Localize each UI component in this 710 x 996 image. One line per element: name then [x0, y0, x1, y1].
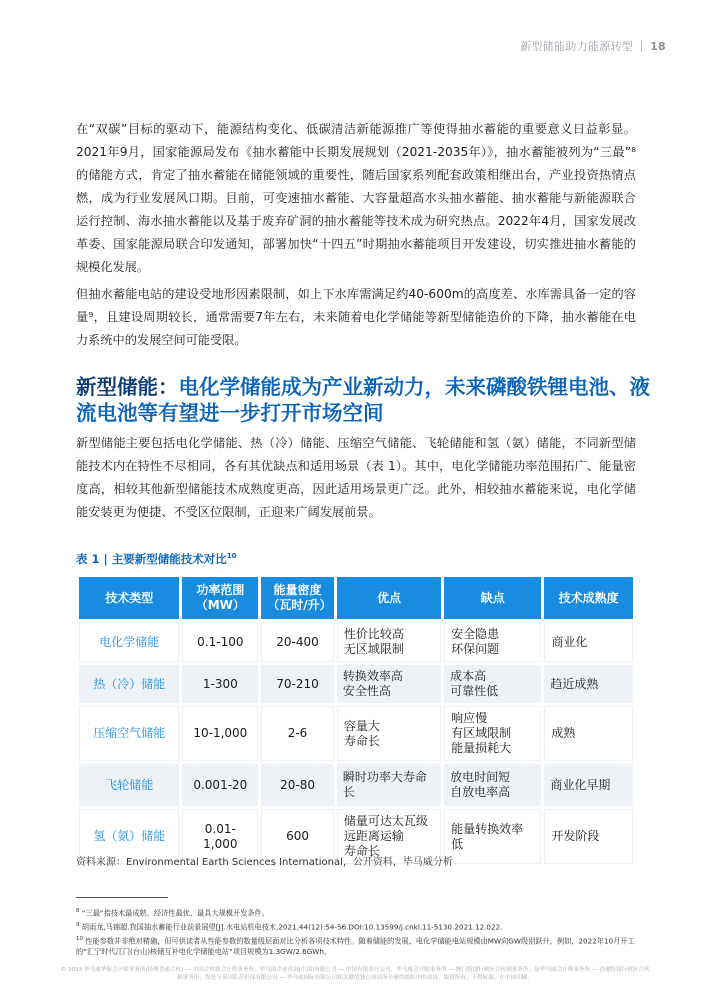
cell-pros	[337, 764, 441, 806]
storage-comparison-table	[76, 574, 636, 867]
cell-maturity: 成熟	[544, 706, 633, 761]
section-heading	[76, 374, 656, 426]
table-title	[76, 551, 236, 567]
cell-pros	[337, 706, 441, 761]
paragraph-pumped-storage-policy: 在“双碳”目标的驱动下，能源结构变化、低碳清洁新能源推广等使得抽水蓄能的重要意义日益彰显。2021年9月，国家能源局发布《抽水蓄能中长期发展规划（2021-2035年）》，抽水蓄能被列为“三最”⁸的储能方式，肯定了抽水蓄能在储能领域的重要性，随后国家系列配套政策相继出台，产业投资热情点燃，成为行业发展风口期。目前，可变速抽水蓄能、大容量超高水头抽水蓄能、抽水蓄能与新能源联合运行控制、海水抽水蓄能以及基于废弃矿洞的抽水蓄能等技术成为研究热点。2022年4月，国家发展改革委、国家能源局联合印发通知，部署加快“十四五”时期抽水蓄能项目开发建设，切实推进抽水蓄能的规模化发展。	[76, 122, 636, 274]
cell-line: 寿命长	[343, 733, 380, 748]
paragraph-pumped-storage-limits: 但抽水蓄能电站的建设受地形因素限制，如上下水库需满足约40-600m的高度差、水库需具备一定的容量⁹，且建设周期较长，通常需要7年左右，未来随着电化学储能等新型储能造价的下降，抽水蓄能在电力系统中的发展空间可能受限。	[76, 287, 636, 347]
footnote-text: “三最”指技术最成熟、经济性最优、最具大规模开发条件。	[81, 908, 269, 918]
cell-line: 能量损耗大	[451, 741, 512, 755]
cell-cons	[444, 706, 541, 761]
footnote-text: 性能参数并非绝对精确，但可供读者从性能参数的数量级层面对比分析各项技术特性。随着储能的发展，电化学储能电站规模由MW向GW级别跃升，例如，2022年10月开工的“汇宁时代江门(台山)核储互补电化学储能电站”项目规模为1.3GW/2.6GWh。	[76, 936, 635, 956]
col-header-maturity	[544, 577, 633, 619]
footnote	[76, 920, 636, 933]
cell-line: 转换效率高	[342, 669, 403, 683]
footnote	[76, 906, 636, 919]
table-row	[79, 764, 633, 806]
cell-density: 20-80	[261, 764, 334, 806]
col-header-line: 功率范围	[196, 583, 245, 597]
cell-line: 放电时间短	[450, 770, 511, 784]
cell-type: 氢（氨）储能	[79, 809, 179, 864]
col-header-line: （MW）	[195, 598, 245, 612]
col-header-type	[79, 577, 179, 619]
cell-cons	[444, 665, 541, 703]
cell-cons	[444, 764, 541, 806]
page-header	[520, 38, 666, 54]
cell-line: 寿命长	[343, 844, 380, 858]
col-header-line: 缺点	[480, 590, 505, 605]
footnote-number: 10	[76, 935, 83, 942]
cell-power: 1-300	[182, 665, 258, 703]
cell-line: 能量转换效率低	[451, 821, 524, 851]
cell-line: 可靠性低	[450, 684, 499, 698]
table-title-text: 表 1 | 主要新型储能技术对比	[76, 552, 227, 566]
col-header-pros	[337, 577, 441, 619]
cell-maturity: 开发阶段	[544, 809, 633, 864]
cell-power: 10-1,000	[182, 706, 258, 761]
cell-maturity: 商业化	[544, 622, 633, 662]
cell-line: 性价比较高	[343, 627, 404, 641]
col-header-cons	[444, 577, 541, 619]
col-header-line: 技术类型	[105, 590, 154, 605]
col-header-line: （瓦时/升）	[267, 598, 332, 612]
cell-line: 环保问题	[451, 642, 500, 656]
col-header-line: 技术成熟度	[558, 590, 619, 605]
table-header-row	[79, 577, 633, 619]
cell-line: 有区域限制	[451, 726, 512, 740]
cell-line: 远距离运输	[343, 829, 404, 843]
col-header-density	[261, 577, 334, 619]
cell-maturity: 商业化早期	[544, 764, 633, 806]
section-heading-rest: 电化学储能成为产业新动力，未来磷酸铁锂电池、液流电池等有望进一步打开市场空间	[76, 375, 650, 425]
cell-line: 安全隐患	[451, 627, 500, 641]
footnotes	[76, 906, 636, 958]
cell-power: 0.1-100	[182, 622, 258, 662]
cell-pros	[337, 665, 441, 703]
cell-type: 压缩空气储能	[79, 706, 179, 761]
cell-line: 无区域限制	[343, 642, 404, 656]
footnote	[76, 934, 636, 957]
cell-line: 瞬时功率大寿命长	[342, 770, 427, 799]
section-heading-lead: 新型储能：	[76, 375, 179, 399]
footnote-number: 8	[76, 908, 80, 914]
cell-density: 600	[261, 809, 334, 864]
cell-line: 容量大	[343, 718, 380, 733]
cell-line: 成本高	[450, 669, 487, 683]
table-row	[79, 622, 633, 662]
cell-power: 0.001-20	[182, 764, 258, 806]
footnote-number: 9	[76, 921, 80, 928]
cell-line: 储量可达太瓦级	[343, 814, 428, 828]
page-number: 18	[650, 39, 666, 53]
col-header-power	[182, 577, 258, 619]
footnote-text: 胡雨龙,马锦超.我国抽水蓄能行业前景展望[J].水电站机电技术,2021,44(12):54-56.DOI:10.13599/j.cnki.11-5130.2021.12.022.	[81, 922, 503, 932]
running-title: 新型储能助力能源转型	[520, 40, 634, 53]
table-source: 资料来源：Environmental Earth Sciences International，公开资料，毕马威分析	[76, 857, 453, 868]
cell-density: 70-210	[261, 665, 334, 703]
col-header-line: 优点	[376, 590, 401, 605]
cell-type: 热（冷）储能	[79, 665, 179, 703]
col-header-line: 能量密度	[273, 583, 322, 597]
cell-maturity: 趋近成熟	[544, 665, 633, 703]
table-title-footnote-ref: 10	[226, 552, 237, 561]
cell-type: 飞轮储能	[79, 764, 179, 806]
cell-density: 20-400	[261, 622, 334, 662]
cell-density: 2-6	[261, 706, 334, 761]
header-divider	[641, 40, 642, 52]
table-row	[79, 706, 633, 761]
cell-line: 安全性高	[342, 684, 391, 698]
cell-cons	[444, 622, 541, 662]
cell-cons	[444, 809, 541, 864]
cell-type: 电化学储能	[79, 622, 179, 662]
cell-pros	[337, 622, 441, 662]
cell-line: 自放电率高	[450, 785, 511, 799]
table-row	[79, 665, 633, 703]
paragraph-new-storage-overview: 新型储能主要包括电化学储能、热（冷）储能、压缩空气储能、飞轮储能和氢（氨）储能，不同新型储能技术内在特性不尽相同，各有其优缺点和适用场景（表 1）。其中，电化学储能功率范围拓广、能量密度高，相较其他新型储能技术成熟度更高，因此适用场景更广泛。此外，相较抽水蓄能来说，电化学储能安装更为便捷、不受区位限制，正迎来广阔发展前景。	[76, 436, 636, 519]
copyright-notice: © 2023 毕马威华振会计师事务所(特殊普通合伙) — 中国合伙制会计师事务所，毕马威企业咨询(中国)有限公司 — 中国有限责任公司，毕马威会计师事务所 — 澳门特别行政区合伙制事务所，及毕马威会计师事务所 — 香港特别行政区合伙制事务所，均是与英国私营担保有限公司 — 毕马威国际有限公司相关联的独立成员所全球性组织中的成员。版权所有，不得转载。在中国印刷。	[60, 967, 650, 981]
cell-line: 响应慢	[451, 711, 488, 725]
footnote-divider	[76, 897, 168, 898]
cell-power: 0.01-1,000	[182, 809, 258, 864]
